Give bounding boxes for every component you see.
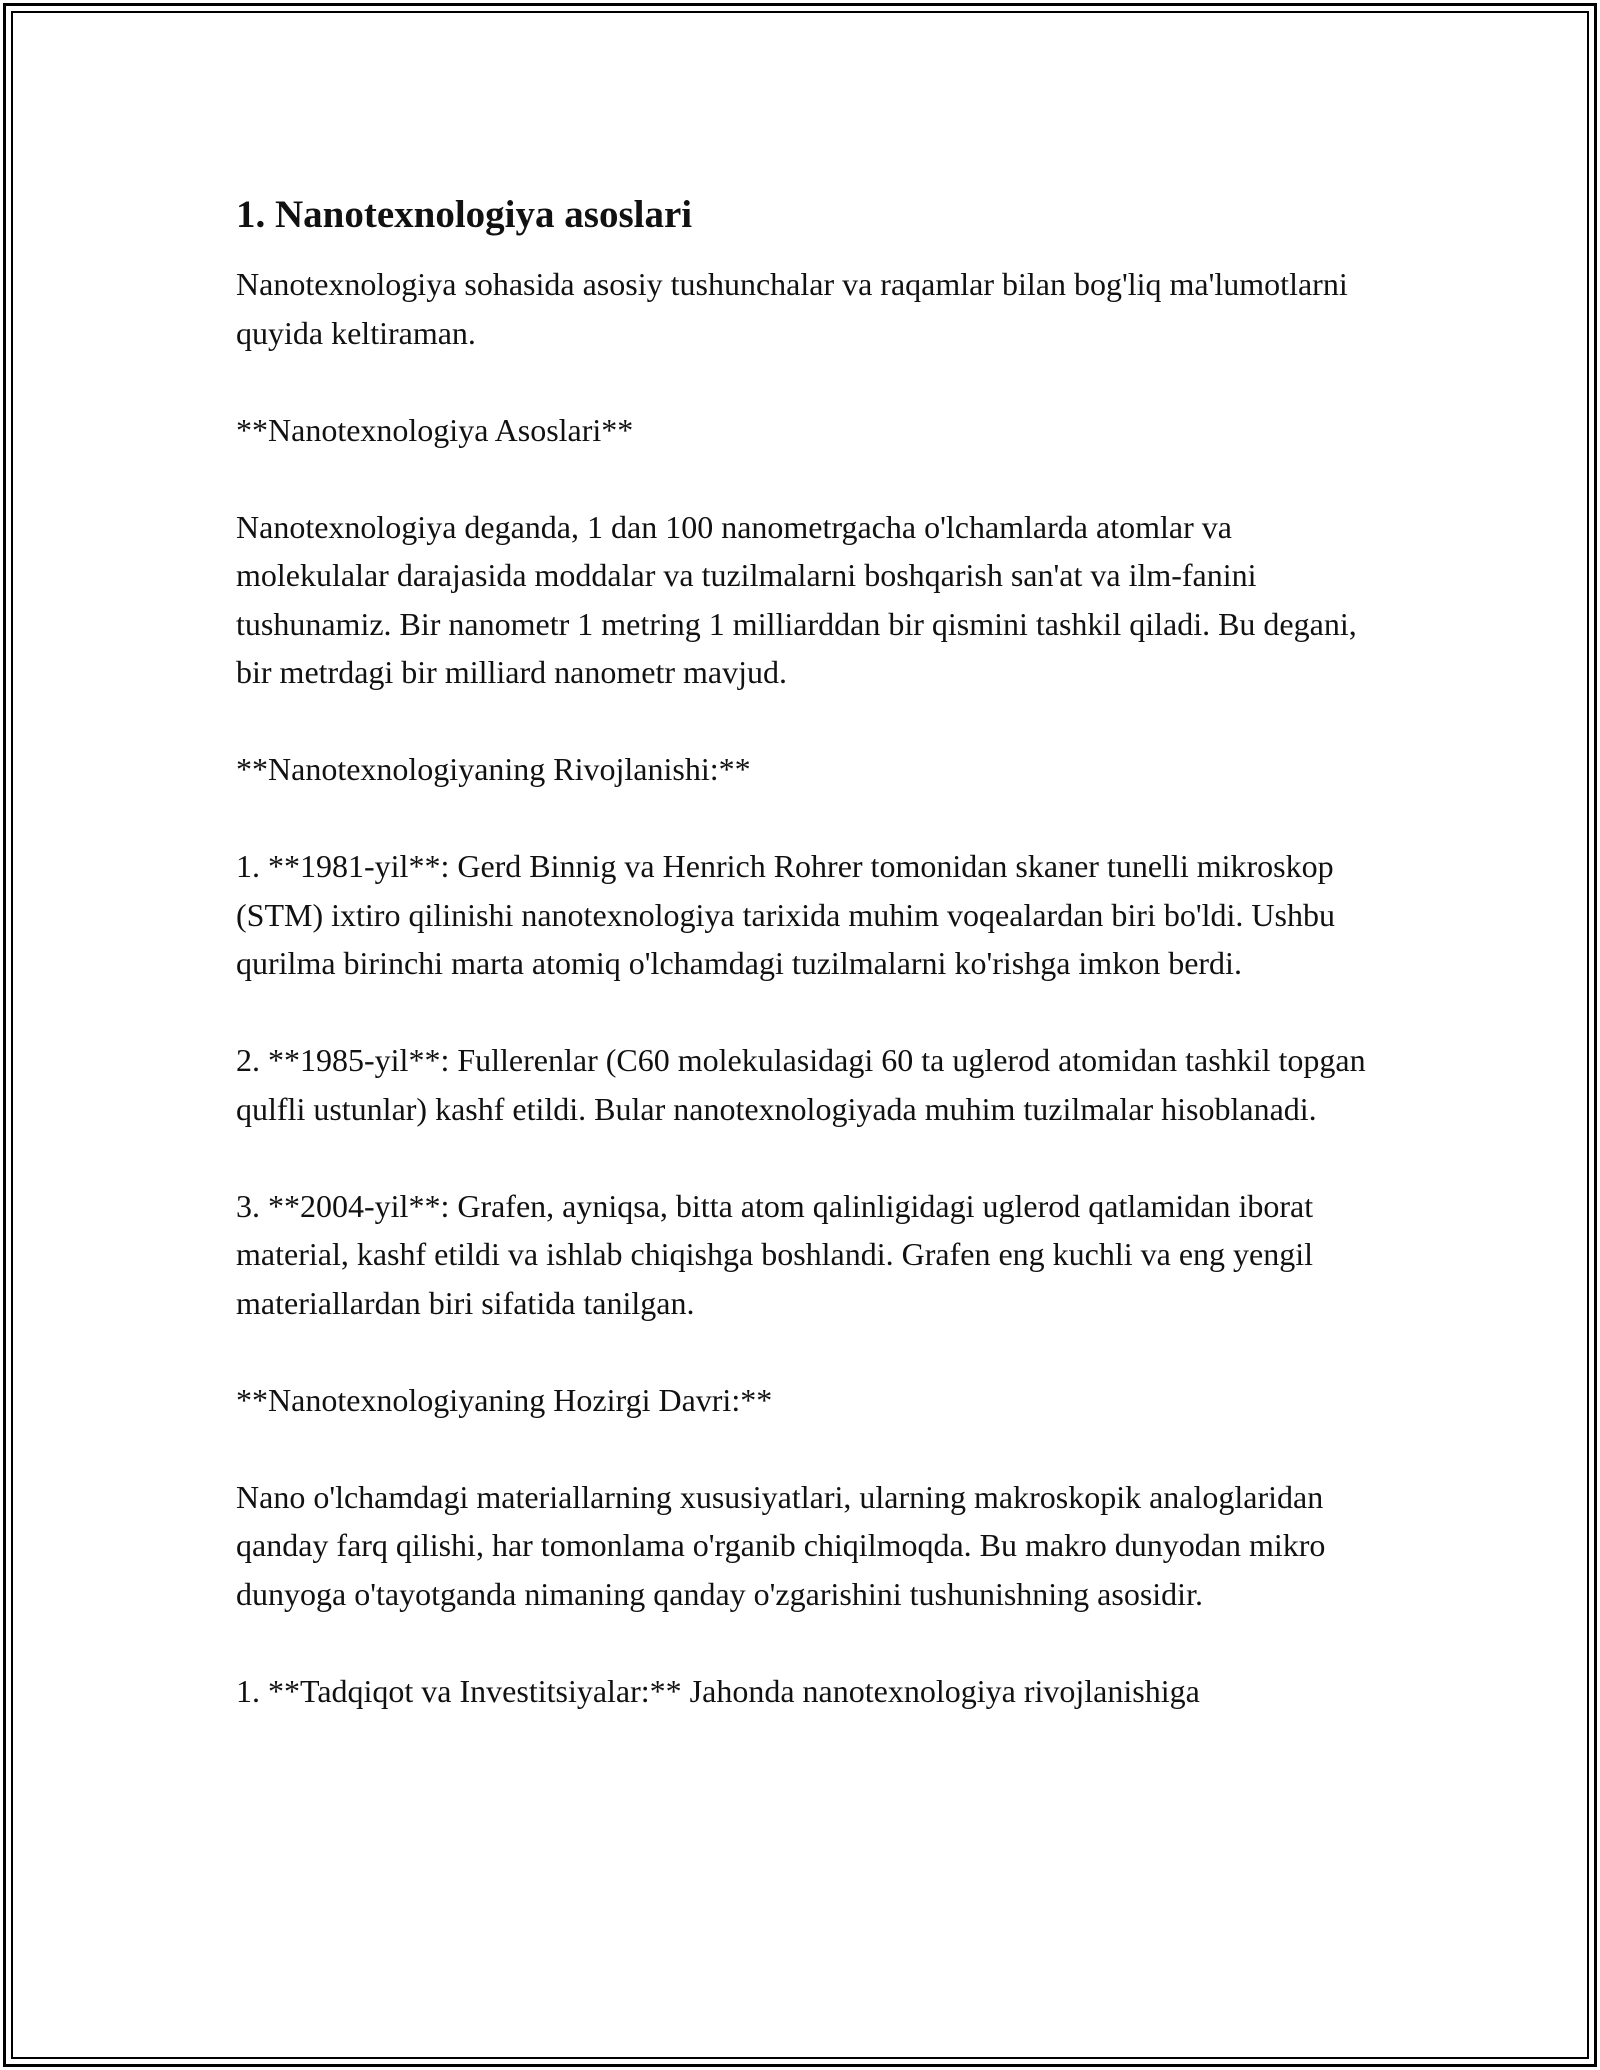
document-body	[236, 188, 1376, 1715]
definition-paragraph: Nanotexnologiya deganda, 1 dan 100 nanometrgacha o'lchamlarda atomlar va molekulalar darajasida moddalar va tuzilmalarni boshqarish san'at va ilm-fanini tushunamiz. Bir nanometr 1 metring 1 milliarddan bir qismini tashkil qiladi. Bu degani, bir metrdagi bir milliard nanometr mavjud.	[236, 508, 1357, 690]
document-title: 1. Nanotexnologiya asoslari	[236, 193, 693, 236]
list-item-2004: 3. **2004-yil**: Grafen, ayniqsa, bitta atom qalinligidagi uglerod qatlamidan iborat material, kashf etildi va ishlab chiqishga boshlandi. Grafen eng kuchli va eng yengil materiallardan biri sifatida tanilgan.	[236, 1187, 1314, 1321]
list-item-research: 1. **Tadqiqot va Investitsiyalar:** Jahonda nanotexnologiya rivojlanishiga	[236, 1672, 1200, 1709]
section-heading-basics: **Nanotexnologiya Asoslari**	[236, 411, 634, 448]
section-heading-current: **Nanotexnologiyaning Hozirgi Davri:**	[236, 1381, 773, 1418]
list-item-1985: 2. **1985-yil**: Fullerenlar (C60 molekulasidagi 60 ta uglerod atomidan tashkil topgan qulfli ustunlar) kashf etildi. Bular nanotexnologiyada muhim tuzilmalar hisoblanadi.	[236, 1042, 1366, 1127]
intro-paragraph: Nanotexnologiya sohasida asosiy tushunchalar va raqamlar bilan bog'liq ma'lumotlarni quyida keltiraman.	[236, 266, 1348, 351]
section-heading-development: **Nanotexnologiyaning Rivojlanishi:**	[236, 751, 751, 787]
list-item-1981: 1. **1981-yil**: Gerd Binnig va Henrich Rohrer tomonidan skaner tunelli mikroskop (STM) ixtiro qilinishi nanotexnologiya tarixida muhim voqealardan biri bo'ldi. Ushbu qurilma birinchi marta atomiq o'lchamdagi tuzilmalarni ko'rishga imkon berdi.	[236, 848, 1335, 981]
current-era-paragraph: Nano o'lchamdagi materiallarning xususiyatlari, ularning makroskopik analoglaridan qanday farq qilishi, har tomonlama o'rganib chiqilmoqda. Bu makro dunyodan mikro dunyoga o'tayotganda nimaning qanday o'zgarishini tushunishning asosidir.	[236, 1478, 1326, 1612]
